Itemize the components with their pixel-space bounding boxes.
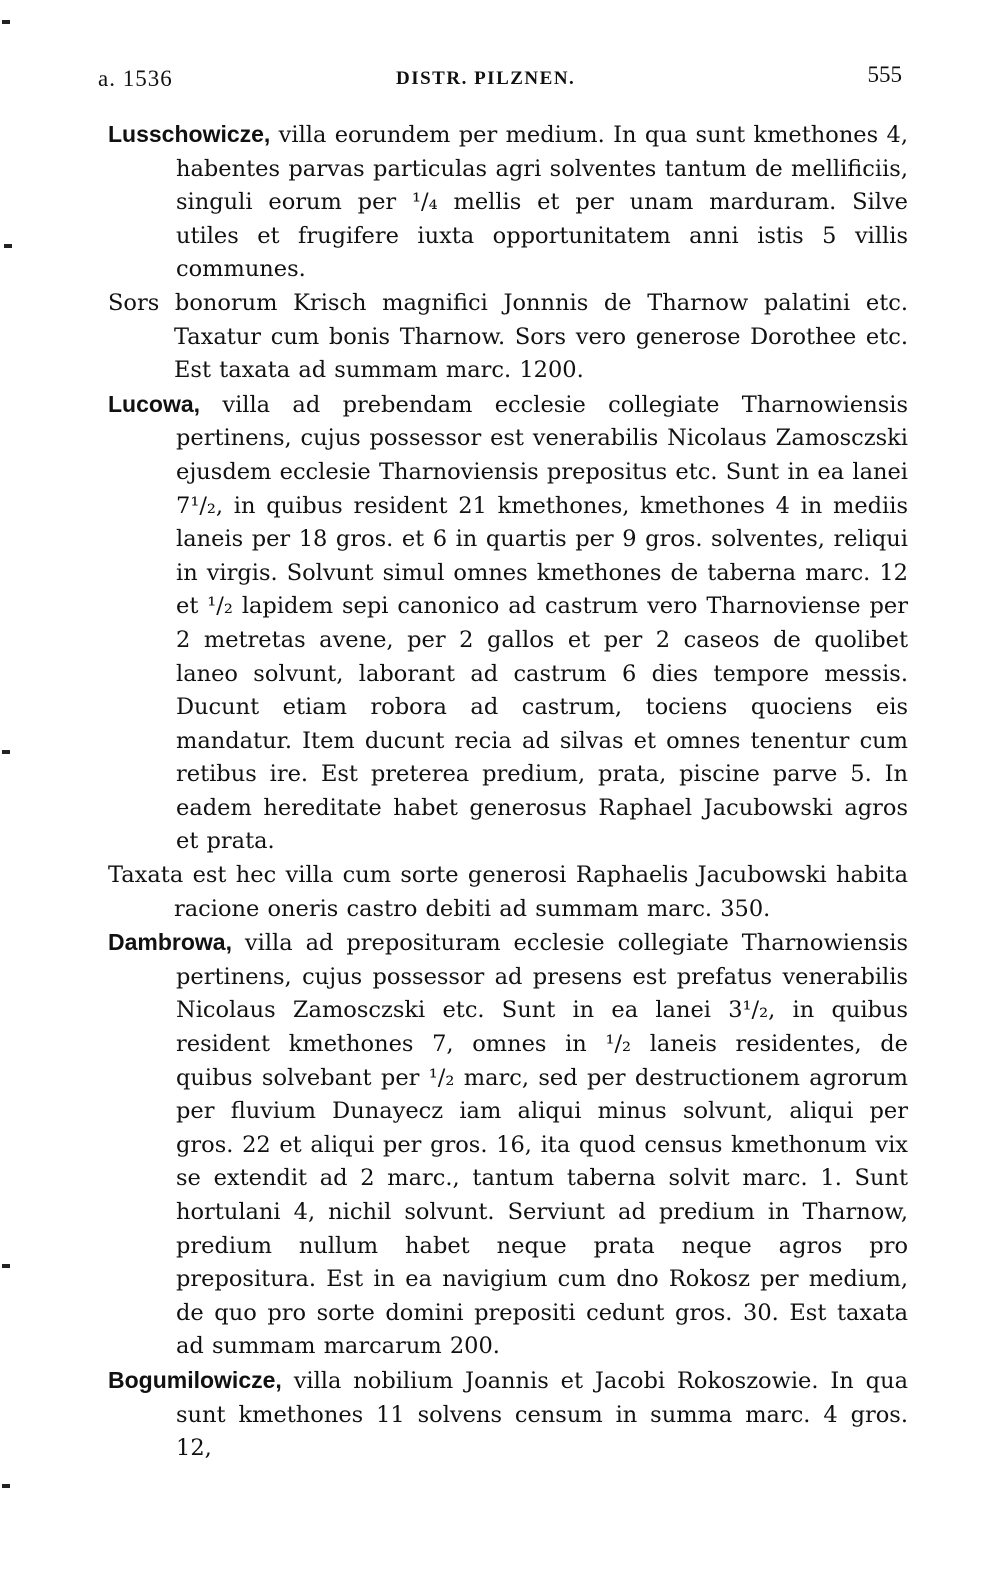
header-year: a. 1536 xyxy=(98,66,173,91)
entry-text: villa nobilium Joannis et Jacobi Rokoszowie. In qua sunt kmethones 11 solvens censum in summa marc. 4 gros. 12, xyxy=(176,1367,908,1462)
entry-text: villa ad preposituram ecclesie collegiate Tharnowiensis pertinens, cujus possessor ad presens est prefatus venerabilis Nicolaus Zamosczski etc. Sunt in ea lanei 3¹/₂, in quibus resident kmethones 7, omnes in ¹/₂ laneis residentes, de quibus solvebant per ¹/₂ marc, sed per destructionem agrorum per fluvium Dunayecz iam aliqui minus solvunt, aliqui per gros. 22 et aliqui per gros. 16, ita quod census kmethonum vix se extendit ad 2 marc., tantum taberna solvit marc. 1. Sunt hortulani 4, nichil solvunt. Serviunt ad predium in Tharnow, predium nullum habet neque prata neque agros pro prepositura. Est in ea navigium cum dno Rokosz per medium, de quo pro sorte domini prepositi cedunt gros. 30. Est taxata ad summam marcarum 200. xyxy=(176,930,908,1360)
entry-lucowa xyxy=(108,388,908,859)
entry-heading: Lucowa, xyxy=(108,390,201,417)
entry-heading: Dambrowa, xyxy=(108,929,232,956)
entry-text: villa eorundem per medium. In qua sunt kmethones 4, habentes parvas particulas agri solventes tantum de mellificiis, singuli eorum per ¹/₄ mellis et per unam marduram. Silve utiles et frugifere iuxta opportunitatem anni istis 5 villis communes. xyxy=(176,122,908,283)
entry-text: villa ad prebendam ecclesie collegiate Tharnowiensis pertinens, cujus possessor est venerabilis Nicolaus Zamosczski ejusdem ecclesie Tharnoviensis prepositus etc. Sunt in ea lanei 7¹/₂, in quibus resident 21 kmethones, kmethones 4 in mediis laneis per 18 gros. et 6 in quartis per 9 gros. solventes, reliqui in virgis. Solvunt simul omnes kmethones de taberna marc. 12 et ¹/₂ lapidem sepi canonico ad castrum vero Tharnoviense per 2 metretas avene, per 2 gallos et per 2 caseos de quolibet laneo solvunt, laborant ad castrum 6 dies tempore messis. Ducunt etiam robora ad castrum, tociens quociens eis mandatur. Item ducunt recia ad silvas et omnes tenentur cum retibus ire. Est preterea predium, prata, piscine parve 5. In eadem hereditate habet generosus Raphael Jacubowski agros et prata. xyxy=(176,391,908,855)
entry-bogumilowicze xyxy=(108,1364,908,1466)
scan-edge-mark xyxy=(2,1484,10,1488)
page-number: 555 xyxy=(867,62,902,87)
entry-text: Taxata est hec villa cum sorte generosi Raphaelis Jacubowski habita racione oneris castro debiti ad summam marc. 350. xyxy=(108,862,908,922)
scan-edge-mark xyxy=(4,244,12,248)
entry-heading: Lusschowicze, xyxy=(108,121,271,147)
scan-edge-mark xyxy=(2,750,10,754)
entry-sors-krisch xyxy=(108,287,908,388)
entry-heading: Bogumilowicze, xyxy=(108,1366,282,1393)
scan-edge-mark xyxy=(2,20,10,24)
scan-edge-mark xyxy=(2,1264,10,1268)
running-header xyxy=(88,62,910,102)
entry-lusschowicze xyxy=(108,118,908,287)
header-district: DISTR. PILZNEN. xyxy=(396,68,576,89)
document-body xyxy=(108,118,908,1466)
entry-text: Sors bonorum Krisch magnifici Jonnnis de Tharnow palatini etc. Taxatur cum bonis Tharnow. Sors vero generose Dorothee etc. Est taxata ad summam marc. 1200. xyxy=(108,289,908,384)
entry-taxata-lucowa xyxy=(108,859,908,926)
entry-dambrowa xyxy=(108,926,908,1364)
